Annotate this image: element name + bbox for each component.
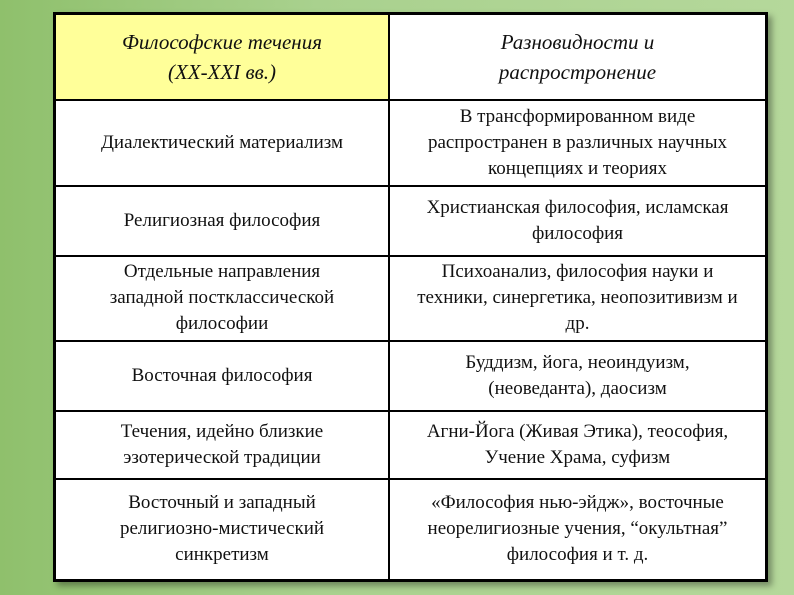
header-varieties-line2: распростронение [498, 59, 657, 84]
varieties-cell [389, 341, 767, 411]
cell-line: Отдельные направления [123, 261, 321, 282]
cell-line: западной постклассической [109, 287, 335, 308]
header-currents-line1: Философские течения [122, 29, 322, 54]
table-row [55, 341, 767, 411]
header-currents [55, 14, 390, 100]
table-row [55, 186, 767, 256]
cell-line: Агни-Йога (Живая Этика), теософия, [426, 420, 729, 442]
cell-line: Христианская философия, исламская [426, 196, 729, 218]
cell-line: Учение Храма, суфизм [484, 446, 671, 468]
cell-line: религиозно-мистический [119, 518, 325, 540]
cell-line: «Философия нью-эйдж», восточные [431, 492, 724, 514]
cell-line: синкретизм [175, 544, 269, 566]
varieties-cell [389, 100, 767, 186]
varieties-cell [389, 186, 767, 256]
cell-line: В трансформированном виде [459, 105, 696, 127]
current-cell [55, 256, 390, 341]
cell-line: концепциях и теориях [487, 157, 668, 179]
cell-line: техники, синергетика, неопозитивизм и [417, 287, 738, 308]
table-row [55, 256, 767, 341]
current-cell [55, 479, 390, 581]
cell-line: Религиозная философия [123, 209, 321, 231]
current-cell [55, 411, 390, 479]
cell-line: философия [531, 222, 624, 244]
varieties-cell [389, 411, 767, 479]
cell-line: Психоанализ, философия науки и [441, 261, 714, 282]
cell-line: Диалектический материализм [100, 131, 344, 153]
cell-line: Буддизм, йога, неоиндуизм, [465, 351, 690, 373]
current-cell [55, 341, 390, 411]
table-row [55, 479, 767, 581]
cell-line: др. [565, 313, 590, 334]
header-varieties-line1: Разновидности и [500, 29, 655, 54]
cell-line: Восточная философия [131, 364, 313, 386]
current-cell [55, 186, 390, 256]
table-row [55, 411, 767, 479]
cell-line: эзотерической традиции [123, 446, 321, 468]
cell-line: Восточный и западный [128, 492, 316, 514]
cell-line: (неоведанта), даосизм [488, 377, 667, 399]
cell-line: Течения, идейно близкие [120, 420, 324, 442]
cell-line: неорелигиозные учения, “окультная” [427, 518, 728, 540]
cell-line: философии [175, 313, 269, 334]
header-currents-line2: (XX-XXI вв.) [167, 59, 276, 84]
cell-line: распространен в различных научных [427, 131, 728, 153]
current-cell [55, 100, 390, 186]
cell-line: философия и т. д. [506, 544, 649, 566]
varieties-cell [389, 479, 767, 581]
table-row [55, 100, 767, 186]
header-row [55, 14, 767, 100]
varieties-cell [389, 256, 767, 341]
header-varieties [389, 14, 767, 100]
philosophy-table [53, 12, 768, 582]
